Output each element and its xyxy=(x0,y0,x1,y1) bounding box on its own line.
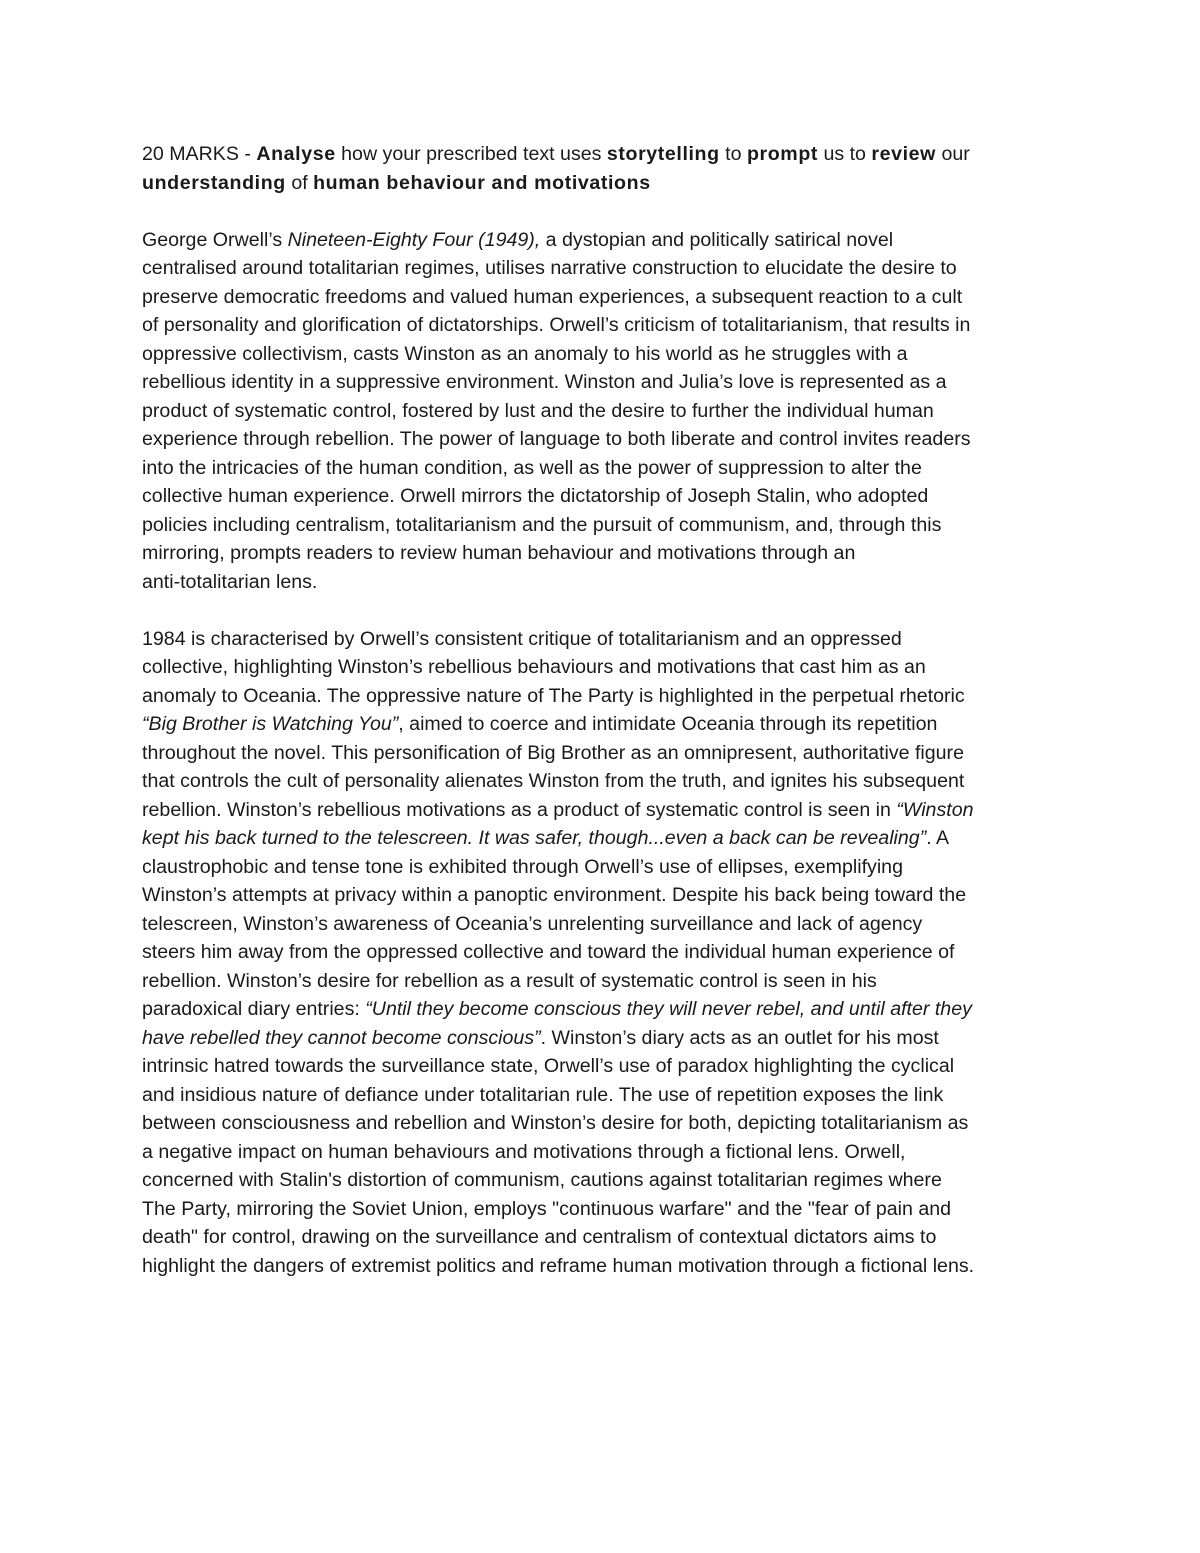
text-line xyxy=(142,425,1062,454)
text-run: product of systematic control, fostered by lust and the desire to further the individual human xyxy=(142,399,934,422)
text-line xyxy=(142,910,1062,939)
text-line xyxy=(142,397,1062,426)
text-line xyxy=(142,653,1062,682)
text-line xyxy=(142,568,1062,597)
paragraph-spacer xyxy=(142,596,1062,625)
text-line xyxy=(142,311,1062,340)
text-run: to xyxy=(719,143,747,165)
italic-text: kept his back turned to the telescreen. It was safer, though...even a back can be revealing” xyxy=(142,827,927,849)
text-line xyxy=(142,1195,1062,1224)
text-line xyxy=(142,1052,1062,1081)
text-run: 20 MARKS - xyxy=(142,143,257,165)
text-line xyxy=(142,710,1062,739)
text-line xyxy=(142,482,1062,511)
text-run: how your prescribed text uses xyxy=(335,143,607,165)
text-run: collective human experience. Orwell mirrors the dictatorship of Joseph Stalin, who adopted xyxy=(142,485,929,507)
text-line xyxy=(142,625,1062,654)
text-run: between consciousness and rebellion and Winston’s desire for both, depicting totalitarianism as xyxy=(142,1112,969,1134)
text-line xyxy=(142,1138,1062,1167)
text-line xyxy=(142,1024,1062,1053)
text-run: death" for control, drawing on the surveillance and centralism of contextual dictators aims to xyxy=(142,1226,937,1248)
text-line xyxy=(142,140,1062,169)
text-run: Winston’s attempts at privacy within a panoptic environment. Despite his back being toward the xyxy=(142,884,967,906)
text-run: policies including centralism, totalitarianism and the pursuit of communism, and, through this xyxy=(142,513,942,536)
text-run: The Party, mirroring the Soviet Union, employs "continuous warfare" and the "fear of pain and xyxy=(142,1197,952,1220)
text-run: anti-totalitarian lens. xyxy=(142,570,318,593)
text-run: intrinsic hatred towards the surveillance state, Orwell’s use of paradox highlighting the cyclical xyxy=(142,1055,955,1077)
text-line xyxy=(142,739,1062,768)
text-run: of xyxy=(285,171,314,194)
bold-text: human behaviour and motivations xyxy=(313,171,651,194)
text-run: into the intricacies of the human condition, as well as the power of suppression to alter the xyxy=(142,456,922,479)
text-run: anomaly to Oceania. The oppressive nature of The Party is highlighted in the perpetual rhetoric xyxy=(142,684,965,707)
bold-text: review xyxy=(871,143,936,165)
text-line xyxy=(142,254,1062,283)
text-line xyxy=(142,938,1062,967)
bold-text: Analyse xyxy=(256,143,336,165)
essay-question xyxy=(142,140,1062,197)
text-run: mirroring, prompts readers to review human behaviour and motivations through an xyxy=(142,542,856,564)
text-line xyxy=(142,539,1062,568)
text-line xyxy=(142,682,1062,711)
text-run: our xyxy=(936,143,970,165)
text-line xyxy=(142,1166,1062,1195)
text-line xyxy=(142,967,1062,996)
text-run: of personality and glorification of dictatorships. Orwell’s criticism of totalitarianism, that results in xyxy=(142,314,971,336)
bold-text: prompt xyxy=(746,143,819,165)
text-line xyxy=(142,824,1062,853)
text-run: that controls the cult of personality alienates Winston from the truth, and ignites his subsequent xyxy=(142,770,965,792)
document-page xyxy=(142,140,1062,1280)
text-run: . A xyxy=(926,827,950,849)
text-run: concerned with Stalin's distortion of communism, cautions against totalitarian regimes where xyxy=(142,1169,942,1191)
text-run: collective, highlighting Winston’s rebellious behaviours and motivations that cast him as an xyxy=(142,656,926,678)
text-run: George Orwell’s xyxy=(142,228,288,251)
text-line xyxy=(142,511,1062,540)
text-run: throughout the novel. This personification of Big Brother as an omnipresent, authoritative figure xyxy=(142,741,964,764)
text-run: us to xyxy=(818,143,872,165)
italic-text: Nineteen-Eighty Four (1949), xyxy=(287,228,541,251)
text-run: oppressive collectivism, casts Winston as an anomaly to his world as he struggles with a xyxy=(142,342,908,365)
text-line xyxy=(142,1081,1062,1110)
italic-text: have rebelled they cannot become conscious” xyxy=(142,1026,541,1049)
text-run: a negative impact on human behaviours and motivations through a fictional lens. Orwell, xyxy=(142,1140,906,1163)
text-line xyxy=(142,283,1062,312)
text-line xyxy=(142,1223,1062,1252)
text-run: and insidious nature of defiance under totalitarian rule. The use of repetition exposes the link xyxy=(142,1083,944,1106)
text-run: 1984 is characterised by Orwell’s consistent critique of totalitarianism and an oppressed xyxy=(142,627,902,650)
text-line xyxy=(142,226,1062,255)
text-line xyxy=(142,995,1062,1024)
text-line xyxy=(142,853,1062,882)
text-line xyxy=(142,796,1062,825)
italic-text: “Until they become conscious they will never rebel, and until after they xyxy=(365,998,972,1020)
text-run: highlight the dangers of extremist politics and reframe human motivation through a fictional lens. xyxy=(142,1254,975,1277)
text-run: centralised around totalitarian regimes, utilises narrative construction to elucidate the desire to xyxy=(142,257,957,279)
paragraph-body xyxy=(142,625,1062,1281)
italic-text: “Winston xyxy=(896,798,974,821)
text-run: rebellion. Winston’s desire for rebellion as a result of systematic control is seen in his xyxy=(142,969,877,992)
text-run: a dystopian and politically satirical novel xyxy=(540,228,894,251)
text-run: steers him away from the oppressed collective and toward the individual human experience of xyxy=(142,941,955,963)
text-line xyxy=(142,368,1062,397)
italic-text: “Big Brother is Watching You” xyxy=(142,713,399,735)
bold-text: storytelling xyxy=(606,143,720,165)
text-line xyxy=(142,1109,1062,1138)
text-run: paradoxical diary entries: xyxy=(142,998,366,1020)
bold-text: understanding xyxy=(142,171,286,194)
text-line xyxy=(142,767,1062,796)
text-run: rebellion. Winston’s rebellious motivations as a product of systematic control is seen in xyxy=(142,798,897,821)
text-line xyxy=(142,1252,1062,1281)
paragraph-introduction xyxy=(142,226,1062,597)
text-line xyxy=(142,340,1062,369)
text-line xyxy=(142,169,1062,198)
text-run: claustrophobic and tense tone is exhibited through Orwell’s use of ellipses, exemplifying xyxy=(142,855,903,878)
text-run: , aimed to coerce and intimidate Oceania through its repetition xyxy=(398,713,938,735)
text-run: preserve democratic freedoms and valued human experiences, a subsequent reaction to a cult xyxy=(142,285,963,308)
text-line xyxy=(142,454,1062,483)
text-line xyxy=(142,881,1062,910)
text-run: telescreen, Winston’s awareness of Oceania’s unrelenting surveillance and lack of agency xyxy=(142,912,923,935)
paragraph-spacer xyxy=(142,197,1062,226)
text-run: experience through rebellion. The power of language to both liberate and control invites readers xyxy=(142,428,971,450)
text-run: rebellious identity in a suppressive environment. Winston and Julia’s love is represented as a xyxy=(142,371,947,393)
text-run: . Winston’s diary acts as an outlet for his most xyxy=(540,1026,939,1049)
